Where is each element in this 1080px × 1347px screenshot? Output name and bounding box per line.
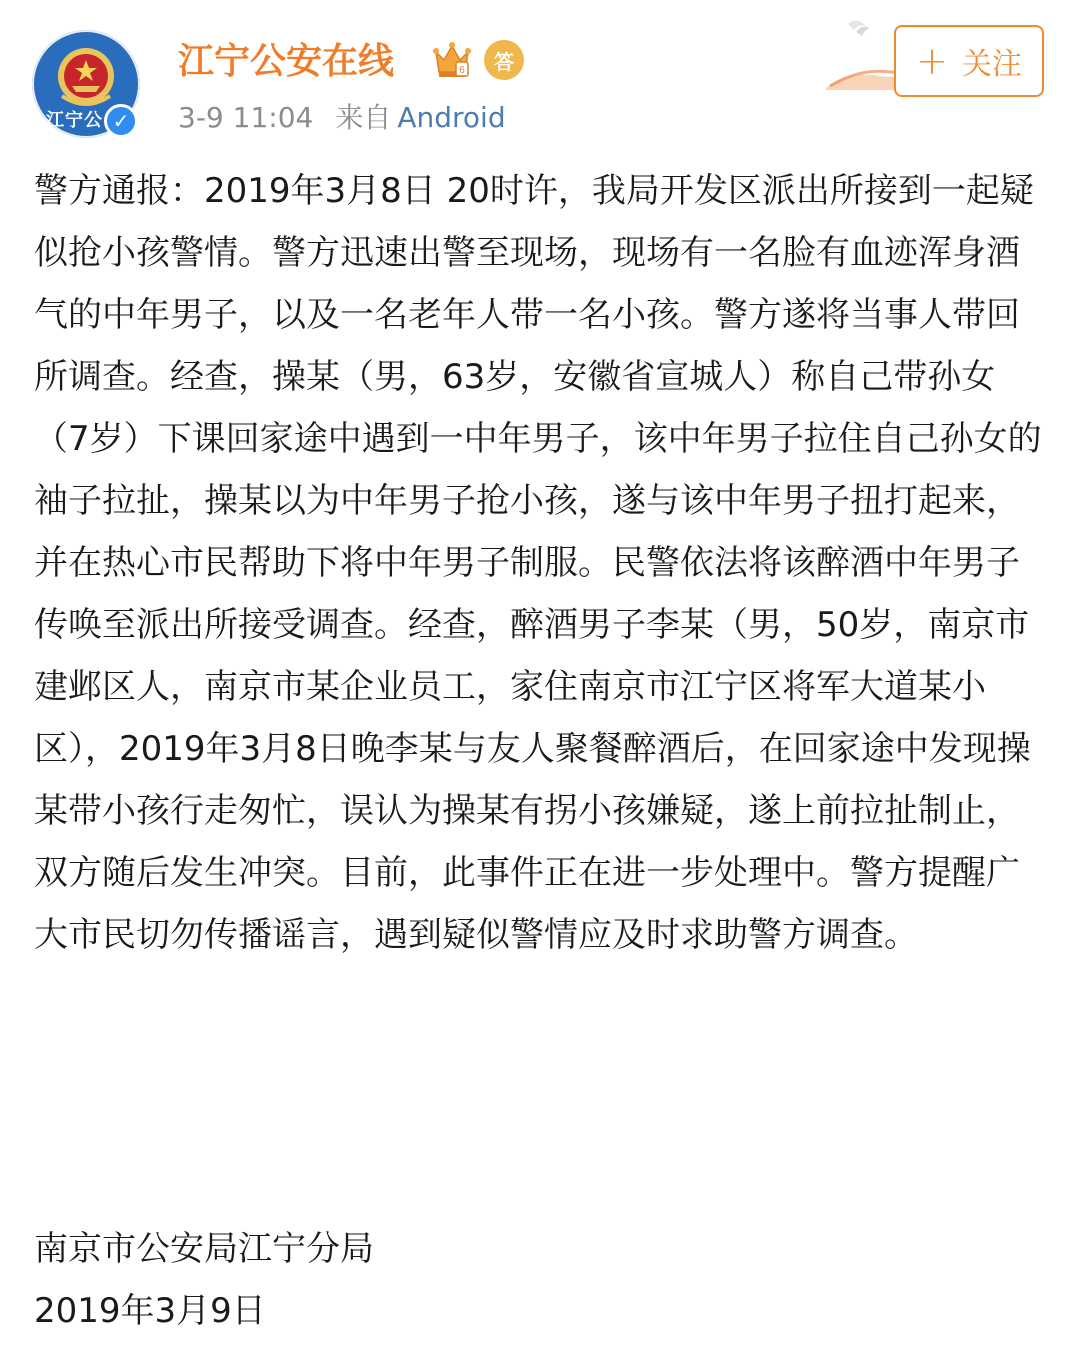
post-signature bbox=[34, 1218, 374, 1342]
follow-button[interactable] bbox=[894, 25, 1044, 97]
account-name[interactable]: 江宁公安在线 bbox=[178, 41, 395, 82]
source-prefix: 来自 bbox=[335, 101, 392, 134]
signature-date: 2019年3月9日 bbox=[34, 1291, 266, 1331]
avatar-label: 江宁公 bbox=[46, 110, 103, 131]
answer-badge-label: 答 bbox=[494, 49, 514, 74]
post-header bbox=[0, 0, 1080, 150]
crown-member-icon[interactable] bbox=[432, 38, 472, 80]
answer-badge-icon[interactable] bbox=[484, 40, 524, 80]
post-timestamp: 3-9 11:04 bbox=[178, 101, 314, 134]
verified-check-icon: ✓ bbox=[104, 104, 138, 138]
signature-organization: 南京市公安局江宁分局 bbox=[34, 1229, 374, 1269]
plus-icon: + bbox=[916, 39, 948, 83]
post-body-text: 警方通报：2019年3月8日 20时许，我局开发区派出所接到一起疑似抢小孩警情。警方迅速出警至现场，现场有一名脸有血迹浑身酒气的中年男子，以及一名老年人带一名小孩。警方遂将当事人带回所调查。经查，操某（男，63岁，安徽省宣城人）称自己带孙女（7岁）下课回家途中遇到一中年男子，该中年男子拉住自己孙女的袖子拉扯，操某以为中年男子抢小孩，遂与该中年男子扭打起来，并在热心市民帮助下将中年男子制服。民警依法将该醉酒中年男子传唤至派出所接受调查。经查，醉酒男子李某（男，50岁，南京市建邺区人，南京市某企业员工，家住南京市江宁区将军大道某小区），2019年3月8日晚李某与友人聚餐醉酒后，在回家途中发现操某带小孩行走匆忙，误认为操某有拐小孩嫌疑，遂上前拉扯制止，双方随后发生冲突。目前，此事件正在进一步处理中。警方提醒广大市民切勿传播谣言，遇到疑似警情应及时求助警方调查。 bbox=[34, 171, 1042, 955]
source-link[interactable]: Android bbox=[397, 101, 506, 134]
svg-text:6: 6 bbox=[459, 65, 465, 76]
post-meta bbox=[178, 98, 506, 138]
follow-label: 关注 bbox=[961, 47, 1022, 82]
